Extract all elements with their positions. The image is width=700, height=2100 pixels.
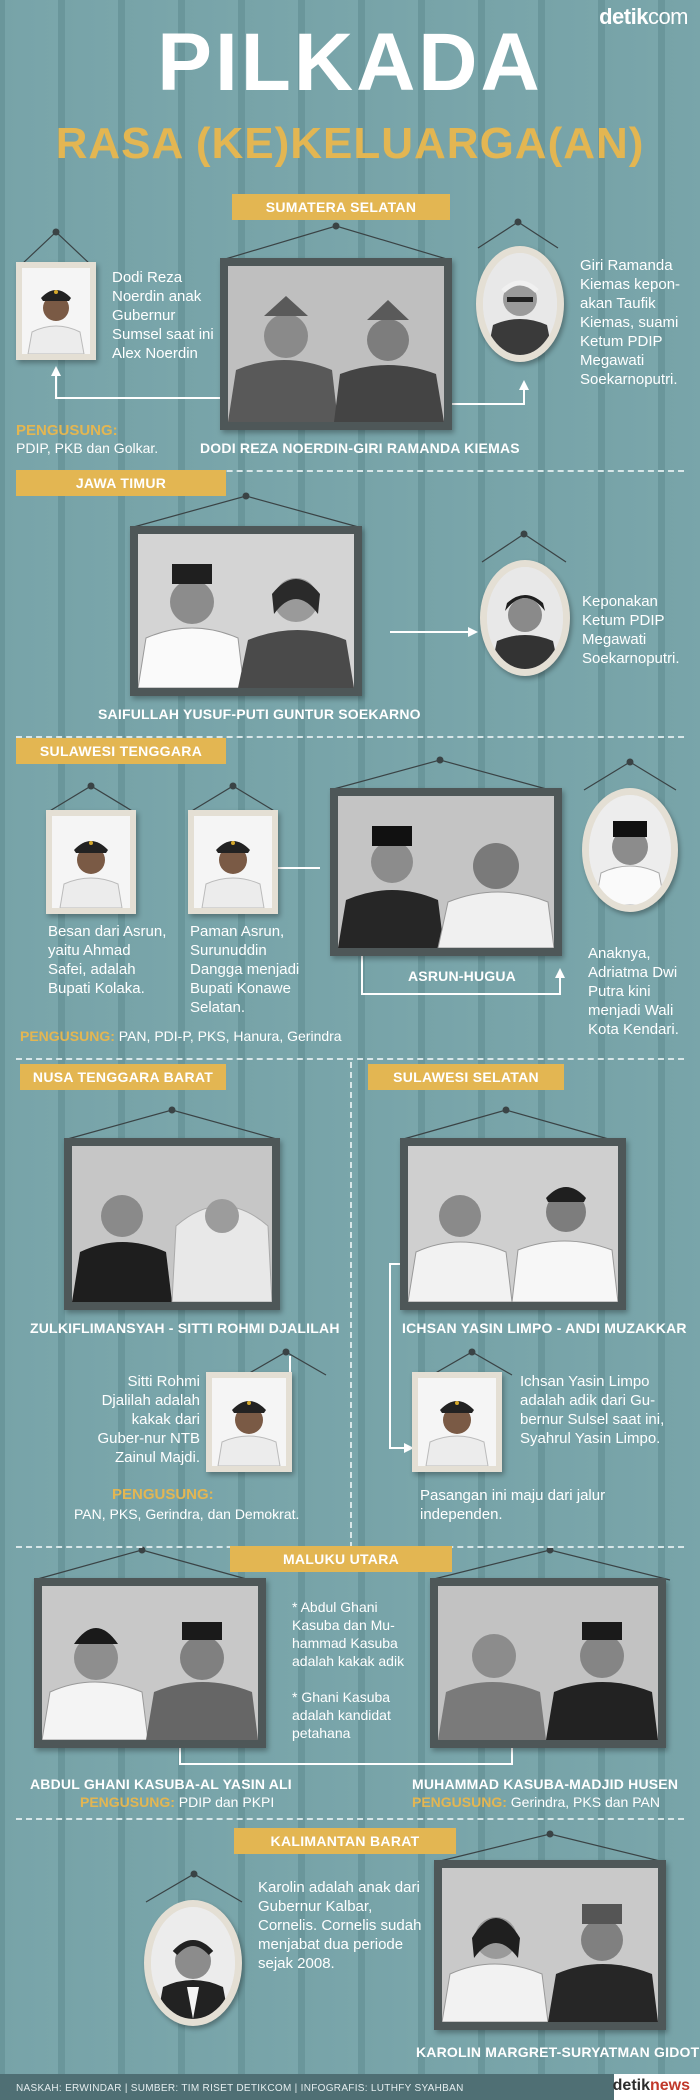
pengusung-label-ntb: PENGUSUNG: — [112, 1486, 214, 1503]
photo-zulkiflimansyah-sitti — [64, 1138, 280, 1310]
portrait-zainul-majdi — [206, 1372, 292, 1472]
candidate-pair-photo — [338, 796, 554, 948]
pengusung-label-malut-left: PENGUSUNG: — [80, 1794, 175, 1810]
note-kasuba-brothers: * Abdul Ghani Kasuba dan Mu-hammad Kasuba adalah kakak adik — [292, 1599, 405, 1669]
photo-muhammad-kasuba-madjid — [430, 1578, 666, 1748]
man-portrait-icon — [151, 1907, 235, 2019]
official-portrait-icon — [52, 816, 130, 908]
caption-kalbar: KAROLIN MARGRET-SURYATMAN GIDOT — [416, 2044, 700, 2060]
banner-maluku-utara: MALUKU UTARA — [230, 1546, 452, 1572]
banner-jawa-timur: JAWA TIMUR — [16, 470, 226, 496]
pengusung-sultra: PENGUSUNG: PAN, PDI-P, PKS, Hanura, Gerindra — [20, 1028, 342, 1044]
banner-sulawesi-selatan: SULAWESI SELATAN — [368, 1064, 564, 1090]
official-portrait-icon — [212, 1378, 286, 1466]
detikcom-logo: detikcom — [599, 4, 688, 29]
caption-malut-right: MUHAMMAD KASUBA-MADJID HUSEN — [412, 1776, 679, 1792]
official-portrait-icon — [194, 816, 272, 908]
candidate-pair-photo — [438, 1586, 658, 1740]
young-man-portrait-icon — [589, 795, 671, 905]
caption-sulsel: ICHSAN YASIN LIMPO - ANDI MUZAKKAR — [402, 1320, 687, 1336]
banner-sumatera-selatan: SUMATERA SELATAN — [232, 194, 450, 220]
official-portrait-icon — [418, 1378, 496, 1466]
candidate-pair-photo — [42, 1586, 258, 1740]
pengusung-label-malut-right: PENGUSUNG: — [412, 1794, 507, 1810]
photo-ichsan-andi — [400, 1138, 626, 1310]
note-alex-noerdin: Dodi Reza Noerdin anak Gubernur Sumsel saat ini Alex Noerdin — [112, 269, 214, 362]
caption-sumsel: DODI REZA NOERDIN-GIRI RAMANDA KIEMAS — [200, 440, 520, 456]
note-megawati: Keponakan Ketum PDIP Megawati Soekarnoputri. — [582, 593, 680, 667]
portrait-surunuddin-dangga — [188, 810, 278, 914]
portrait-syahrul-yasin-limpo — [412, 1372, 502, 1472]
note-ahmad-safei: Besan dari Asrun, yaitu Ahmad Safei, adalah Bupati Kolaka. — [48, 923, 167, 997]
pengusung-malut-right: PENGUSUNG: Gerindra, PKS dan PAN — [412, 1794, 660, 1810]
note-petahana: * Ghani Kasuba adalah kandidat petahana — [292, 1689, 391, 1741]
pengusung-ntb: PAN, PKS, Gerindra, dan Demokrat. — [74, 1506, 300, 1522]
vertical-divider — [350, 1062, 352, 1548]
note-sitti-rohmi: Sitti Rohmi Djalilah adalah kakak dari Guber-nur NTB Zainul Majdi. — [97, 1373, 200, 1466]
note-independen: Pasangan ini maju dari jalur independen. — [420, 1487, 606, 1523]
portrait-megawati — [480, 560, 570, 676]
candidate-pair-photo — [72, 1146, 272, 1302]
banner-nusa-tenggara-barat: NUSA TENGGARA BARAT — [20, 1064, 226, 1090]
candidate-pair-photo — [228, 266, 444, 422]
portrait-adriatma — [582, 788, 678, 912]
portrait-cornelis — [144, 1900, 242, 2026]
caption-jatim: SAIFULLAH YUSUF-PUTI GUNTUR SOEKARNO — [98, 706, 421, 722]
divider — [16, 1818, 684, 1820]
candidate-pair-photo — [408, 1146, 618, 1302]
footer-credits: NASKAH: ERWINDAR | SUMBER: TIM RISET DETIKCOM | INFOGRAFIS: LUTHFY SYAHBAN — [16, 2083, 464, 2094]
portrait-giri-kiemas — [476, 246, 564, 362]
photo-dodi-giri — [220, 258, 452, 430]
banner-kalimantan-barat: KALIMANTAN BARAT — [234, 1828, 456, 1854]
caption-ntb: ZULKIFLIMANSYAH - SITTI ROHMI DJALILAH — [30, 1320, 340, 1336]
note-surunuddin-dangga: Paman Asrun, Surunuddin Dangga menjadi Bupati Konawe Selatan. — [190, 923, 300, 1016]
portrait-ahmad-safei — [46, 810, 136, 914]
pengusung-sumsel: PDIP, PKB dan Golkar. — [16, 440, 159, 456]
photo-abdul-ghani-al-yasin — [34, 1578, 266, 1748]
divider — [16, 1058, 684, 1060]
official-portrait-icon — [22, 268, 90, 354]
photo-saifullah-puti — [130, 526, 362, 696]
photo-karolin-suryatman — [434, 1860, 666, 2030]
note-adriatma: Anaknya, Adriatma Dwi Putra kini menjadi Wali Kota Kendari. — [588, 945, 679, 1038]
candidate-pair-photo — [138, 534, 354, 688]
pengusung-label-sumsel: PENGUSUNG: — [16, 422, 118, 439]
note-karolin: Karolin adalah anak dari Gubernur Kalbar, Cornelis. Cornelis sudah menjabat dua periode sejak 2008. — [258, 1879, 422, 1972]
woman-portrait-icon — [487, 567, 563, 669]
banner-sulawesi-tenggara: SULAWESI TENGGARA — [16, 738, 226, 764]
candidate-pair-photo — [442, 1868, 658, 2022]
pengusung-malut-left: PENGUSUNG: PDIP dan PKPI — [80, 1794, 275, 1810]
sub-title: RASA (KE)KELUARGA(AN) — [55, 119, 645, 168]
caption-malut-left: ABDUL GHANI KASUBA-AL YASIN ALI — [30, 1776, 292, 1792]
pengusung-label-sultra: PENGUSUNG: — [20, 1028, 115, 1044]
elder-portrait-icon — [483, 253, 557, 355]
caption-sultra: ASRUN-HUGUA — [408, 968, 516, 984]
main-title: PILKADA — [157, 17, 543, 108]
note-ichsan: Ichsan Yasin Limpo adalah adik dari Gu-bernur Sulsel saat ini, Syahrul Yasin Limpo. — [520, 1373, 665, 1447]
note-giri-kiemas: Giri Ramanda Kiemas kepon-akan Taufik Kiemas, suami Ketum PDIP Megawati Soekarnoputri. — [580, 257, 681, 388]
photo-asrun-hugua — [330, 788, 562, 956]
detiknews-logo: detiknews — [612, 2077, 690, 2094]
portrait-alex-noerdin — [16, 262, 96, 360]
